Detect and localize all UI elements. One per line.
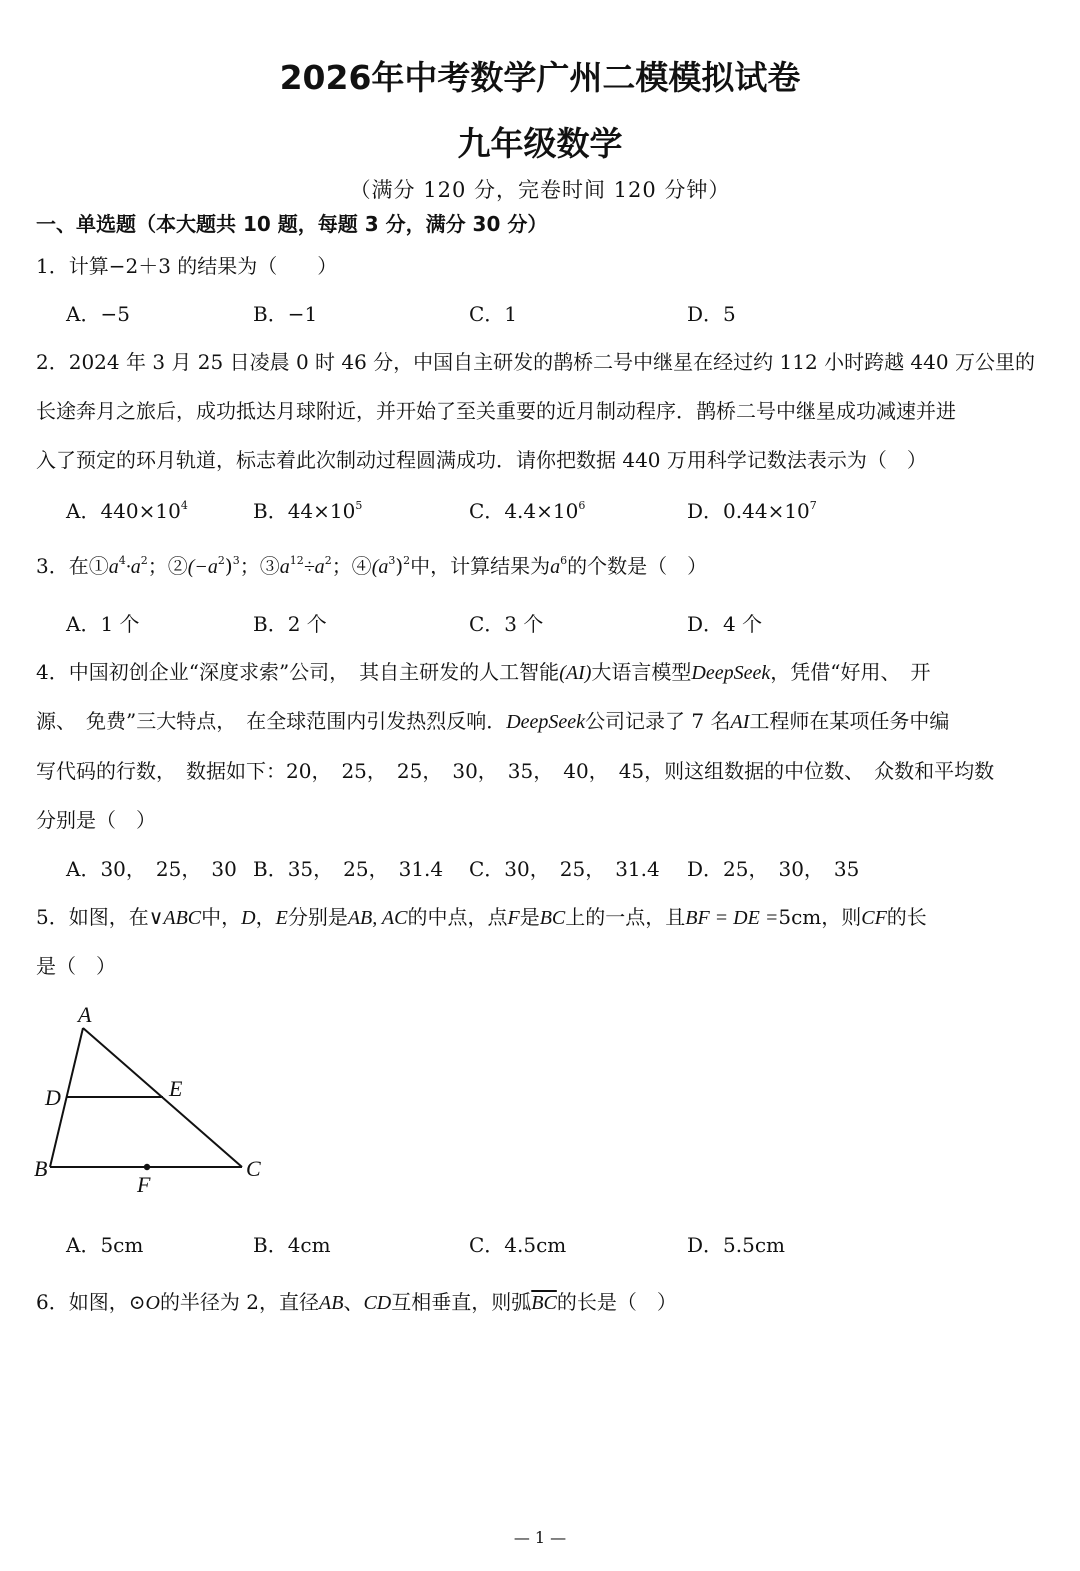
q3-option-d: D．4 个 [687,612,763,636]
question-2-line-3: 入了预定的环月轨道，标志着此次制动过程圆满成功．请你把数据 440 万用科学记数法表示为（ ） [36,448,927,472]
q4-option-c: C．30， 25， 31.4 [469,857,660,881]
q5-option-a: A．5cm [66,1233,144,1257]
q1-option-b: B．−1 [253,302,318,326]
exam-title: 2026年中考数学广州二模模拟试卷 [279,58,801,97]
question-4-line-4: 分别是（ ） [36,808,156,832]
q4-option-b: B．35， 25， 31.4 [253,857,444,881]
label-c: C [246,1156,261,1181]
q1-option-a: A．−5 [66,302,130,326]
q2-option-c: C．$4.4\times 10^6$ [469,499,586,523]
page-number: — 1 — [513,1528,567,1547]
question-3-stem: 3．在$①a^4\cdot a^2$；$②(-a^2)^3$；$③a^{12}\div a^2$；$④(a^3)^2$中，计算结果为$a^6$的个数是（ ） [36,554,708,578]
label-a: A [78,1002,92,1027]
section-heading: 一、单选题（本大题共 10 题，每题 3 分，满分 30 分） [36,212,548,236]
q1-option-d: D．5 [687,302,736,326]
question-4-line-2: 源、 免费”三大特点， 在全球范围内引发热烈反响．DeepSeek公司记录了 7 名AI工程师在某项任务中编 [36,709,950,733]
label-e: E [169,1076,183,1101]
exam-note: （满分 120 分，完卷时间 120 分钟） [349,178,731,202]
q2-option-b: B．$44\times 10^5$ [253,499,363,523]
q3-option-b: B．2 个 [253,612,327,636]
triangle-figure [30,1000,280,1200]
point-f-dot [144,1164,150,1170]
q3-option-c: C．3 个 [469,612,544,636]
question-1-stem: 1．计算−2＋3 的结果为（ ） [36,254,338,278]
q1-option-c: C．1 [469,302,518,326]
exam-subtitle: 九年级数学 [457,124,623,163]
label-f: F [137,1172,151,1197]
label-d: D [45,1085,61,1110]
q2-option-d: D．$0.44\times 10^7$ [687,499,817,523]
question-4-line-1: 4．中国初创企业“深度求索”公司， 其自主研发的人工智能(AI)大语言模型DeepSeek，凭借“好用、 开 [36,660,931,684]
question-6-stem: 6．如图，⊙O的半径为 2，直径AB、CD互相垂直，则弧$\overline{BC}$的长是（ ） [36,1290,677,1314]
label-b: B [34,1156,48,1181]
q4-option-d: D．25， 30， 35 [687,857,860,881]
question-4-line-3: 写代码的行数， 数据如下：20， 25， 25， 30， 35， 40， 45，则这组数据的中位数、 众数和平均数 [36,759,995,783]
q5-option-d: D．5.5cm [687,1233,786,1257]
question-2-line-2: 长途奔月之旅后，成功抵达月球附近，并开始了至关重要的近月制动程序．鹊桥二号中继星成功减速并进 [36,399,956,423]
q2-option-a: A．$440\times 10^4$ [66,499,188,523]
question-5-line-2: 是（ ） [36,954,116,978]
question-5-line-1: 5．如图，在∨ABC中，D，E分别是AB, AC的中点，点F是BC上的一点，且BF = DE =5cm，则CF的长 [36,905,927,929]
q5-option-c: C．4.5cm [469,1233,567,1257]
q5-option-b: B．4cm [253,1233,331,1257]
q3-option-a: A．1 个 [66,612,140,636]
q4-option-a: A．30， 25， 30 [66,857,237,881]
question-2-line-1: 2．2024 年 3 月 25 日凌晨 0 时 46 分，中国自主研发的鹊桥二号中继星在经过约 112 小时跨越 440 万公里的 [36,350,1035,374]
arc-bc: $\overline{BC}$ [531,1292,557,1314]
